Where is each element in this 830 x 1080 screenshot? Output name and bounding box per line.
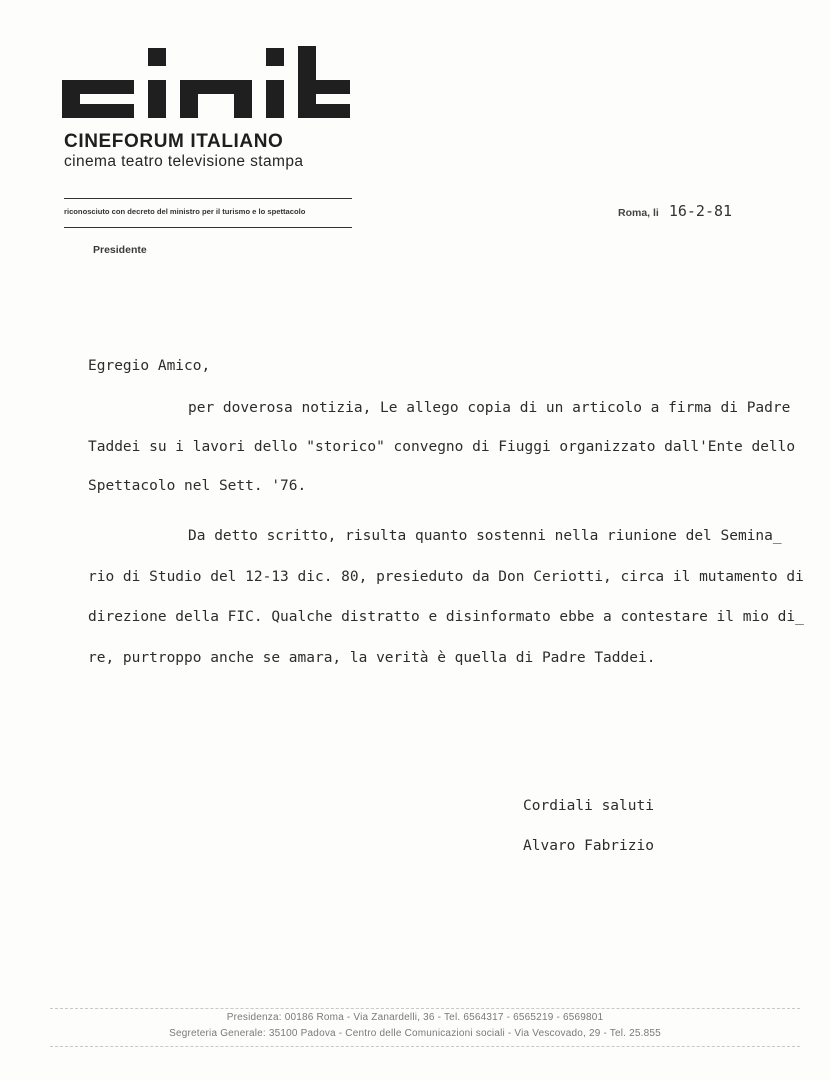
body-line-2: Taddei su i lavori dello "storico" convegno di Fiuggi organizzato dall'Ente dello xyxy=(88,439,796,455)
organization-name: CINEFORUM ITALIANO xyxy=(64,131,284,152)
body-line-6: direzione della FIC. Qualche distratto e disinformato ebbe a contestare il mio di_ xyxy=(88,609,804,625)
body-line-1: per doverosa notizia, Le allego copia di un articolo a firma di Padre xyxy=(188,400,791,416)
salutation: Egregio Amico, xyxy=(88,358,211,374)
body-line-7: re, purtroppo anche se amara, la verità è quella di Padre Taddei. xyxy=(88,650,656,666)
sender-role: Presidente xyxy=(93,244,147,256)
letterhead-rule-bottom xyxy=(64,227,352,228)
body-line-5: rio di Studio del 12-13 dic. 80, presieduto da Don Ceriotti, circa il mutamento di xyxy=(88,569,804,585)
cinit-logo xyxy=(62,42,352,126)
signature-name: Alvaro Fabrizio xyxy=(523,838,654,854)
footer-address-segreteria: Segreteria Generale: 35100 Padova - Centro delle Comunicazioni sociali - Via Vescovado, 29 - Tel. 25.855 xyxy=(169,1028,661,1039)
footer-rule-bottom xyxy=(50,1046,800,1047)
footer-rule-top xyxy=(50,1008,800,1009)
date-value: 16-2-81 xyxy=(668,202,733,220)
organization-tagline: cinema teatro televisione stampa xyxy=(64,153,304,170)
body-line-4: Da detto scritto, risulta quanto sostenni nella riunione del Semina_ xyxy=(188,528,782,544)
letterhead-rule-top xyxy=(64,198,352,199)
recognition-text: riconosciuto con decreto del ministro per il turismo e lo spettacolo xyxy=(64,207,306,216)
closing: Cordiali saluti xyxy=(523,798,654,814)
footer-address-presidenza: Presidenza: 00186 Roma - Via Zanardelli, 36 - Tel. 6564317 - 6565219 - 6569801 xyxy=(226,1012,604,1023)
date-line xyxy=(618,201,732,220)
body-line-3: Spettacolo nel Sett. '76. xyxy=(88,478,307,494)
date-label: Roma, li xyxy=(618,207,659,219)
